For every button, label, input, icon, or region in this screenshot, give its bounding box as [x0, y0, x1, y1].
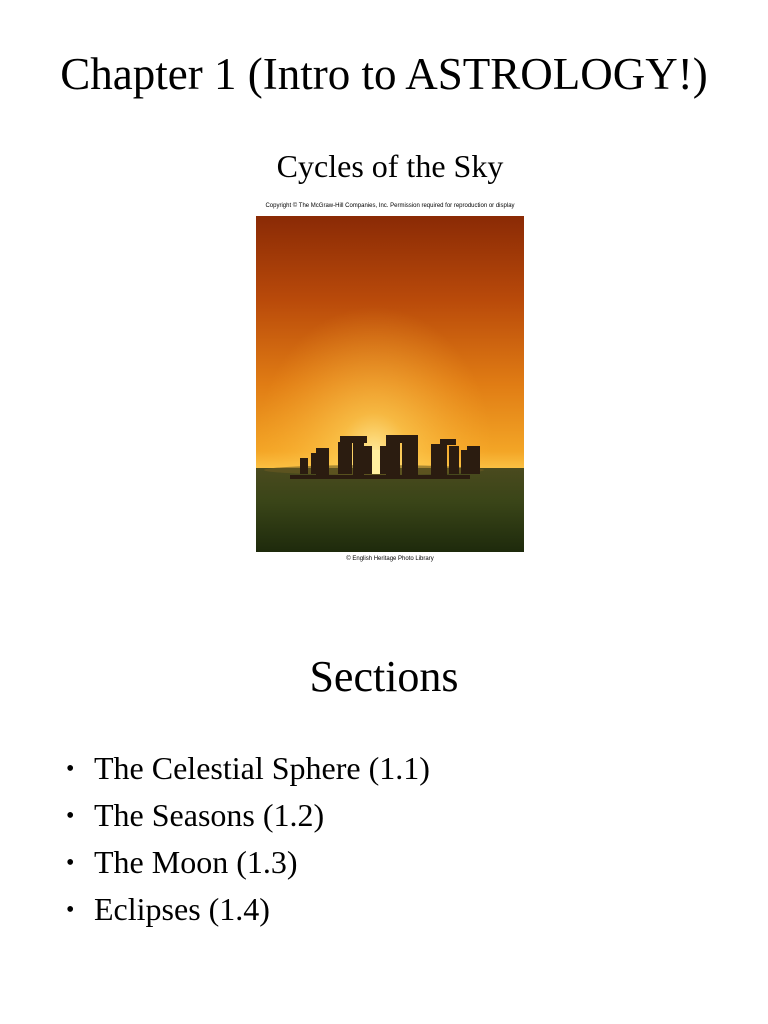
section-item-eclipses — [66, 886, 430, 933]
copyright-notice: Copyright © The McGraw-Hill Companies, Inc. Permission required for reproduction or display — [265, 203, 515, 209]
section-list — [66, 745, 430, 933]
section-label: The Moon (1.3) — [94, 844, 298, 880]
bullet-icon: • — [66, 850, 75, 876]
section-label: Eclipses (1.4) — [94, 891, 270, 927]
section-item-celestial-sphere — [66, 745, 430, 792]
section-item-moon — [66, 839, 430, 886]
slide-subtitle: Cycles of the Sky — [276, 148, 504, 184]
bullet-icon: • — [66, 897, 75, 923]
sections-heading: Sections — [309, 652, 459, 701]
photo-credit: © English Heritage Photo Library — [346, 556, 434, 562]
section-label: The Celestial Sphere (1.1) — [94, 750, 430, 786]
section-item-seasons — [66, 792, 430, 839]
section-label: The Seasons (1.2) — [94, 797, 325, 833]
chapter-title: Chapter 1 (Intro to ASTROLOGY!) — [60, 49, 708, 99]
bullet-icon: • — [66, 803, 75, 829]
bullet-icon: • — [66, 756, 75, 782]
stonehenge-photo — [256, 216, 524, 552]
